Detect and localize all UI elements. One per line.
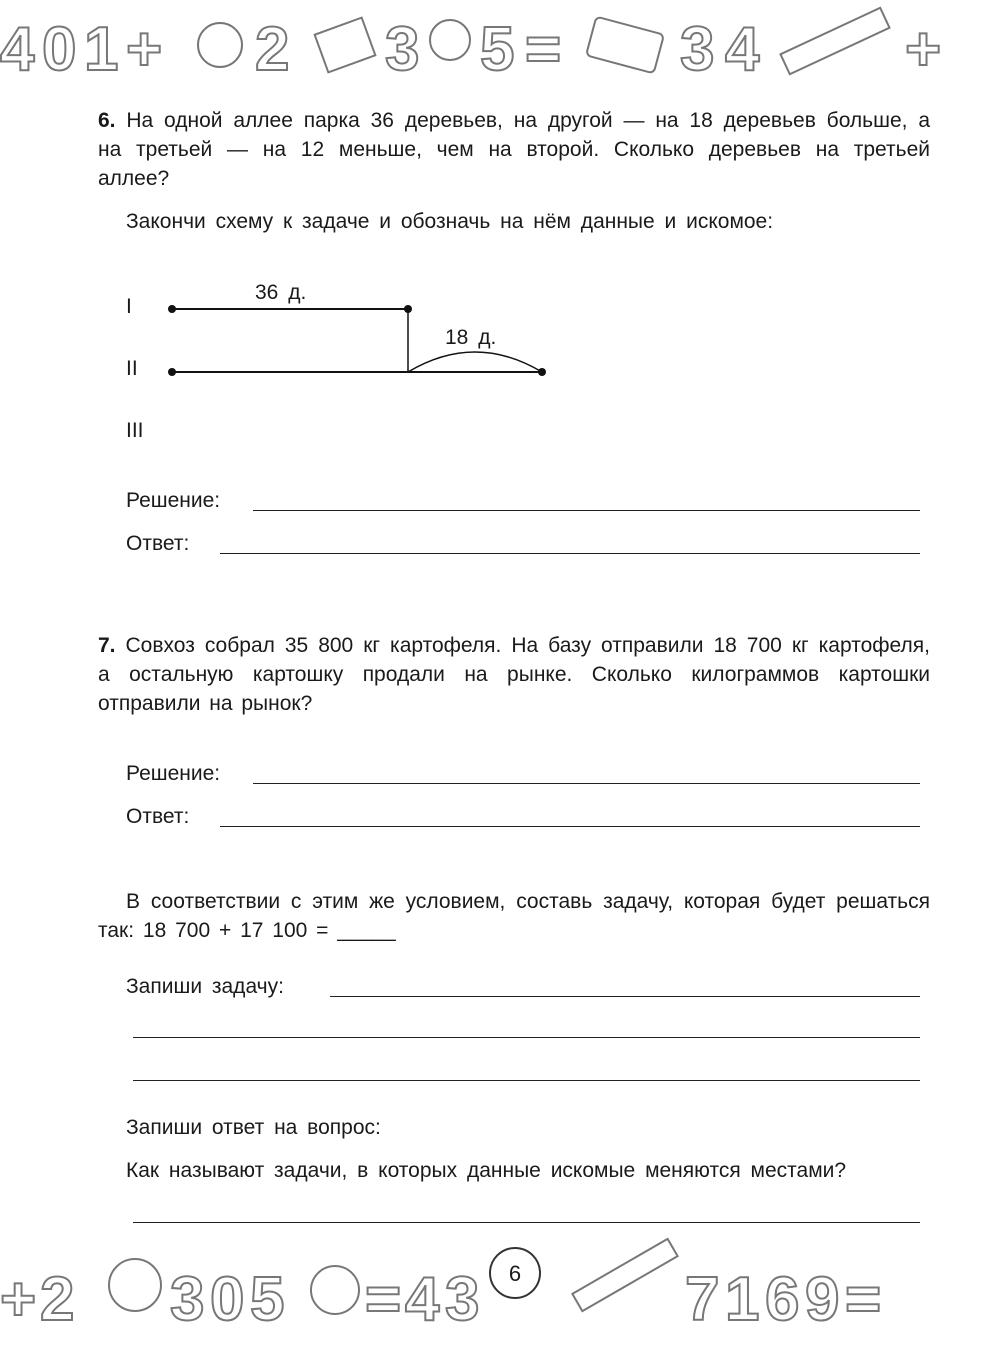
decor-glyph: 4 bbox=[405, 1265, 440, 1334]
task6-number: 6. bbox=[98, 109, 116, 132]
top-decorative-border bbox=[0, 0, 1000, 95]
question-answer-line[interactable] bbox=[133, 1222, 920, 1223]
decor-glyph: 2 bbox=[40, 1265, 75, 1334]
task6-instruction: Закончи схему к задаче и обозначь на нём данные и искомое: bbox=[126, 210, 774, 233]
write-answer-label: Запиши ответ на вопрос: bbox=[126, 1116, 381, 1139]
task6-text bbox=[98, 106, 930, 193]
decor-glyph: 2 bbox=[255, 15, 290, 84]
row-label-2: II bbox=[126, 357, 138, 380]
decor-glyph: + bbox=[0, 1265, 37, 1334]
decor-glyph: 6 bbox=[765, 1265, 800, 1334]
row-label-3: III bbox=[126, 419, 144, 442]
decor-glyph: = bbox=[525, 15, 562, 84]
decor-glyph: 7 bbox=[685, 1265, 720, 1334]
decor-glyph: 4 bbox=[725, 15, 760, 84]
task7-answer-label: Ответ: bbox=[126, 805, 190, 828]
label-18: 18 д. bbox=[445, 326, 497, 349]
question-text: Как называют задачи, в которых данные искомые меняются местами? bbox=[126, 1159, 847, 1182]
decor-glyph: 3 bbox=[445, 1265, 480, 1334]
decor-glyph: 4 bbox=[0, 15, 35, 84]
row-label-1: I bbox=[126, 295, 132, 318]
write-task-line-1[interactable] bbox=[330, 996, 920, 997]
decor-glyph: 0 bbox=[42, 15, 77, 84]
task7-number: 7. bbox=[98, 634, 116, 657]
task6-answer-line[interactable] bbox=[220, 553, 920, 554]
decor-glyph: = bbox=[845, 1265, 882, 1334]
decor-glyph: = bbox=[365, 1265, 402, 1334]
decor-glyph: 3 bbox=[680, 15, 715, 84]
decor-glyph: 1 bbox=[84, 15, 119, 84]
decor-glyph: 1 bbox=[725, 1265, 760, 1334]
page-number: 6 bbox=[508, 1261, 522, 1286]
task7-answer-line[interactable] bbox=[220, 826, 920, 827]
task6-solution-line[interactable] bbox=[253, 510, 920, 511]
task7-solution-line[interactable] bbox=[253, 783, 920, 784]
task6-solution-label: Решение: bbox=[126, 489, 221, 512]
task6-answer-label: Ответ: bbox=[126, 532, 190, 555]
task7-solution-label: Решение: bbox=[126, 762, 221, 785]
label-36: 36 д. bbox=[255, 281, 307, 304]
decor-glyph: 9 bbox=[805, 1265, 840, 1334]
decor-glyph: 0 bbox=[210, 1265, 245, 1334]
decor-glyph: 5 bbox=[480, 15, 515, 84]
decor-glyph: + bbox=[905, 15, 942, 84]
decor-glyph: + bbox=[126, 15, 163, 84]
task7-text bbox=[98, 631, 930, 718]
decor-glyph: 5 bbox=[250, 1265, 285, 1334]
decor-glyph: 3 bbox=[170, 1265, 205, 1334]
task6-body: На одной аллее парка 36 деревьев, на другой — на 18 деревьев больше, а на третьей — на 12 меньше, чем на второй. Сколько деревьев на третьей аллее? bbox=[98, 109, 930, 190]
write-task-line-3[interactable] bbox=[133, 1080, 920, 1081]
task7-body: Совхоз собрал 35 800 кг картофеля. На базу отправили 18 700 кг картофеля, а остальную картошку продали на рынке. Сколько килограммов картошки отправили на рынок? bbox=[98, 634, 930, 715]
write-task-line-2[interactable] bbox=[133, 1037, 920, 1038]
write-task-label: Запиши задачу: bbox=[126, 975, 284, 998]
bottom-decorative-border bbox=[0, 1230, 1000, 1349]
decor-glyph: 3 bbox=[385, 15, 420, 84]
task7-compose-text: В соответствии с этим же условием, составь задачу, которая будет решаться так: 18 700 + 17 100 = _____ bbox=[98, 890, 930, 942]
